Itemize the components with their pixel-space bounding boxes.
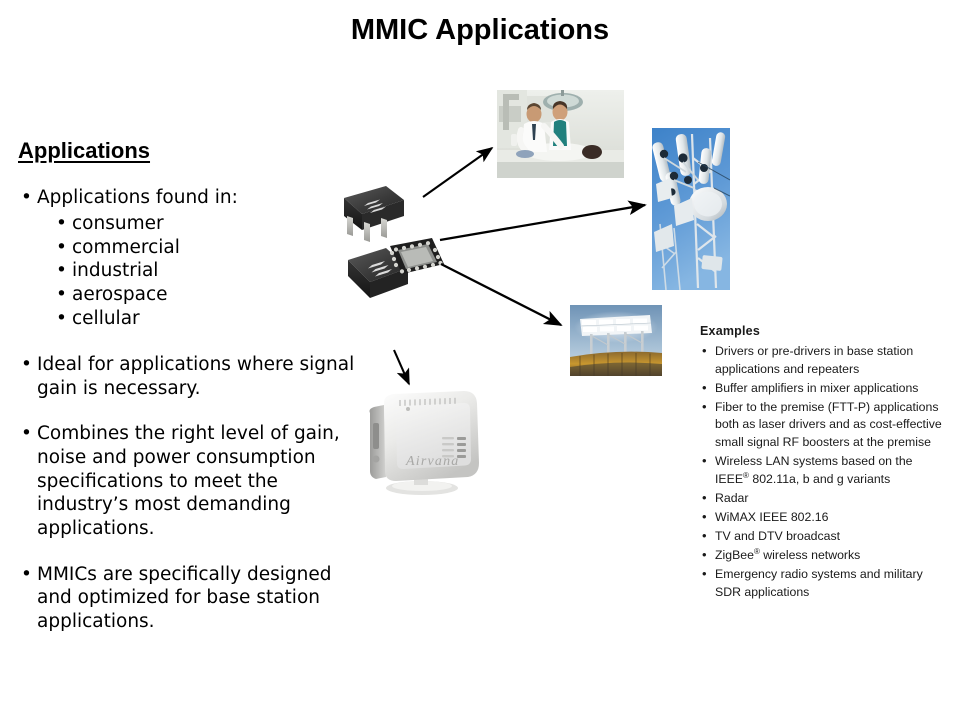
- bullet-dot-icon: •: [21, 423, 32, 445]
- applications-text-column: [18, 138, 358, 636]
- sub-item-label: commercial: [72, 236, 180, 258]
- example-item-radar: [700, 490, 948, 508]
- mmic-chip-packages-image: [338, 172, 458, 312]
- bullet-dot-icon: •: [702, 489, 707, 505]
- bullet-dot-icon: •: [702, 565, 707, 581]
- example-item-tv-dtv: [700, 528, 948, 546]
- example-text: WiMAX IEEE 802.16: [715, 509, 829, 524]
- sub-item-consumer: [18, 212, 358, 236]
- examples-heading: Examples: [700, 324, 760, 338]
- sub-item-label: cellular: [72, 308, 140, 330]
- example-item-buffer-amplifiers: [700, 380, 948, 398]
- bullet-dot-icon: •: [56, 308, 67, 330]
- bullet-dot-icon: •: [21, 353, 32, 375]
- bullet-text: MMICs are specifically designed and optimized for base station applications.: [37, 563, 332, 633]
- example-text: Fiber to the premise (FTT-P) applications both as laser drivers and as cost-effective small signal RF boosters at the premise: [715, 399, 942, 449]
- example-item-zigbee: [700, 547, 948, 565]
- bullet-applications-found-in: [18, 186, 358, 210]
- example-text: TV and DTV broadcast: [715, 528, 841, 543]
- cell-tower-photo: [652, 128, 730, 290]
- femtocell-device-photo: [360, 385, 490, 498]
- bullet-dot-icon: •: [702, 527, 707, 543]
- medical-imaging-photo: [497, 90, 624, 178]
- example-text: Buffer amplifiers in mixer applications: [715, 380, 919, 395]
- spacer: [18, 331, 358, 353]
- examples-panel: [700, 324, 948, 603]
- bullet-dot-icon: •: [702, 379, 707, 395]
- bullet-dot-icon: •: [21, 563, 32, 585]
- bullet-ideal-for-applications: [18, 353, 358, 400]
- example-item-wimax: [700, 509, 948, 527]
- bullet-text: Ideal for applications where signal gain is necessary.: [37, 353, 355, 399]
- example-text: Radar: [715, 490, 749, 505]
- example-text: ZigBee® wireless networks: [715, 546, 861, 562]
- spacer: [18, 543, 358, 563]
- bullet-dot-icon: •: [56, 236, 67, 258]
- bullet-dot-icon: •: [702, 343, 707, 358]
- bullet-dot-icon: •: [56, 260, 67, 282]
- example-item-wireless-lan: [700, 453, 948, 488]
- example-item-drivers: [700, 343, 948, 378]
- bullet-dot-icon: •: [56, 284, 67, 306]
- bullet-dot-icon: •: [702, 398, 707, 414]
- arrow-to-femtocell: [394, 350, 409, 384]
- application-sub-list: [18, 212, 358, 331]
- example-text: Emergency radio systems and military SDR applications: [715, 566, 923, 599]
- page-title: MMIC Applications: [350, 14, 610, 46]
- bullet-combines-right-level: [18, 422, 358, 540]
- sub-item-commercial: [18, 236, 358, 260]
- bullet-dot-icon: •: [702, 452, 707, 468]
- sub-item-aerospace: [18, 283, 358, 307]
- sub-item-cellular: [18, 307, 358, 331]
- sub-item-label: consumer: [72, 212, 164, 234]
- bullet-text: Combines the right level of gain, noise and power consumption specifications to meet the industry’s most demanding applications.: [37, 423, 340, 539]
- bullet-dot-icon: •: [702, 546, 707, 562]
- applications-heading: Applications: [18, 138, 151, 163]
- bullet-dot-icon: •: [21, 187, 32, 208]
- stadium-lights-photo: [570, 305, 662, 376]
- bullet-mmics-specifically-designed: [18, 563, 358, 634]
- arrow-to-tower: [440, 205, 645, 240]
- sot89-package: [344, 186, 404, 242]
- arrow-to-stadium: [441, 264, 561, 325]
- sub-item-label: aerospace: [72, 284, 168, 306]
- example-item-fiber-to-premise: [700, 399, 948, 452]
- example-item-emergency-radio: [700, 566, 948, 601]
- sub-item-label: industrial: [72, 260, 159, 282]
- device-brand-label: Airvana: [406, 454, 460, 469]
- bullet-dot-icon: •: [702, 508, 707, 524]
- example-text: Wireless LAN systems based on the IEEE® 802.11a, b and g variants: [715, 453, 913, 486]
- example-text: Drivers or pre-drivers in base station applications and repeaters: [715, 344, 914, 376]
- sub-item-industrial: [18, 259, 358, 283]
- bullet-text: Applications found in:: [37, 187, 238, 208]
- spacer: [18, 402, 358, 422]
- bullet-dot-icon: •: [56, 212, 67, 234]
